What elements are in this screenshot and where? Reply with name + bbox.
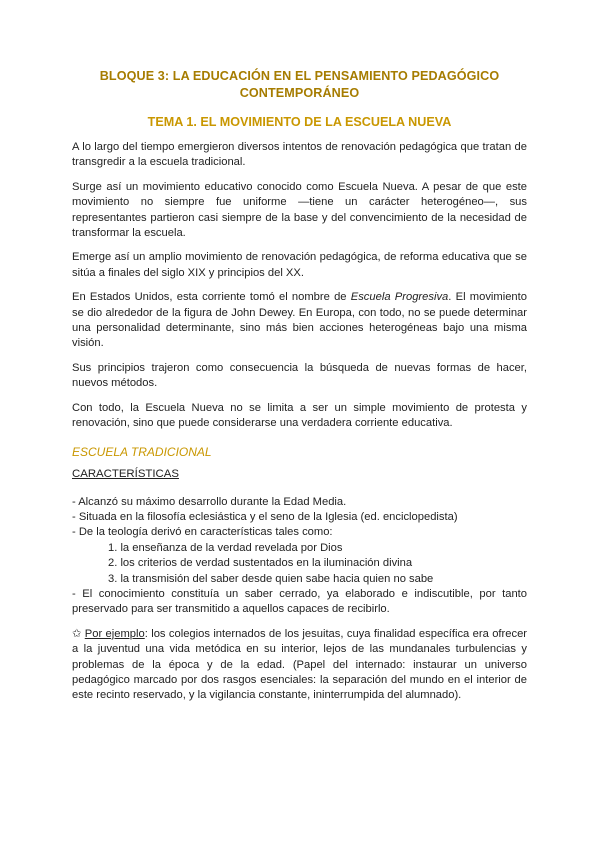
star-icon: ✩ xyxy=(72,627,82,640)
page-content xyxy=(72,68,527,704)
paragraph-estados-unidos-start: En Estados Unidos, esta corriente tomó el nombre de xyxy=(72,291,351,304)
paragraph-principios: Sus principios trajeron como consecuencia la búsqueda de nuevas formas de hacer, nuevos métodos. xyxy=(72,361,527,390)
theology-sub-item: 2. los criterios de verdad sustentados en la iluminación divina xyxy=(108,557,413,570)
characteristic-item: - Alcanzó su máximo desarrollo durante la Edad Media. xyxy=(72,495,347,508)
paragraph-estados-unidos xyxy=(72,290,527,352)
block-title: BLOQUE 3: LA EDUCACIÓN EN EL PENSAMIENTO PEDAGÓGICO CONTEMPORÁNEO xyxy=(99,69,500,100)
topic-title: TEMA 1. EL MOVIMIENTO DE LA ESCUELA NUEVA xyxy=(147,115,452,129)
characteristic-item: - Situada en la filosofía eclesiástica y el seno de la Iglesia (ed. enciclopedista) xyxy=(72,510,458,523)
example-text: : los colegios internados de los jesuitas, cuya finalidad específica era ofrecer a la juventud una vida metódica en su interior, lejos de las mundanales turbulencias y problemas de la época y de la edad. (Papel del internado: instaurar un universo pedagógico marcado por dos rasgos esenciales: la separación del mundo en el interior de este recinto reservado, y la vigilancia constante, ininterrumpida del alumnado). xyxy=(72,627,528,702)
paragraph-escuela-nueva: Surge así un movimiento educativo conocido como Escuela Nueva. A pesar de que este movimiento no siempre fue uniforme —tiene un carácter heterogéneo—, sus representantes partieron casi siempre de la base y del convencimiento de la necesidad de transformar la escuela. xyxy=(72,180,527,240)
paragraph-intro: A lo largo del tiempo emergieron diversos intentos de renovación pedagógica que tratan de transgredir a la escuela tradicional. xyxy=(72,141,527,169)
example-label: Por ejemplo xyxy=(84,627,145,640)
characteristic-item: - De la teología derivó en características tales como: xyxy=(72,526,333,539)
escuela-progresiva-term: Escuela Progresiva xyxy=(350,291,449,304)
theology-sub-item: 3. la transmisión del saber desde quien sabe hacia quien no sabe xyxy=(108,572,434,585)
subsection-title-caracteristicas: CARACTERÍSTICAS xyxy=(72,467,179,480)
example-paragraph xyxy=(72,627,527,704)
section-title-escuela-tradicional: ESCUELA TRADICIONAL xyxy=(72,444,212,459)
paragraph-renovacion: Emerge así un amplio movimiento de renovación pedagógica, de reforma educativa que se sitúa a finales del siglo XIX y principios del XX. xyxy=(72,251,527,279)
paragraph-corriente: Con todo, la Escuela Nueva no se limita a ser un simple movimiento de protesta y renovación, sino que puede considerarse una verdadera corriente educativa. xyxy=(72,401,527,430)
paragraph-estados-unidos-end: . El movimiento se dio alrededor de la figura de John Dewey. En Europa, con todo, no se puede determinar una personalidad determinante, sino más bien acciones heterogéneas bajo una misma visión. xyxy=(72,291,527,350)
characteristic-item: - El conocimiento constituía un saber cerrado, ya elaborado e indiscutible, por tanto preservado para ser transmitido a aquellos capaces de recibirlo. xyxy=(72,587,527,616)
theology-sub-item: 1. la enseñanza de la verdad revelada por Dios xyxy=(108,541,343,554)
